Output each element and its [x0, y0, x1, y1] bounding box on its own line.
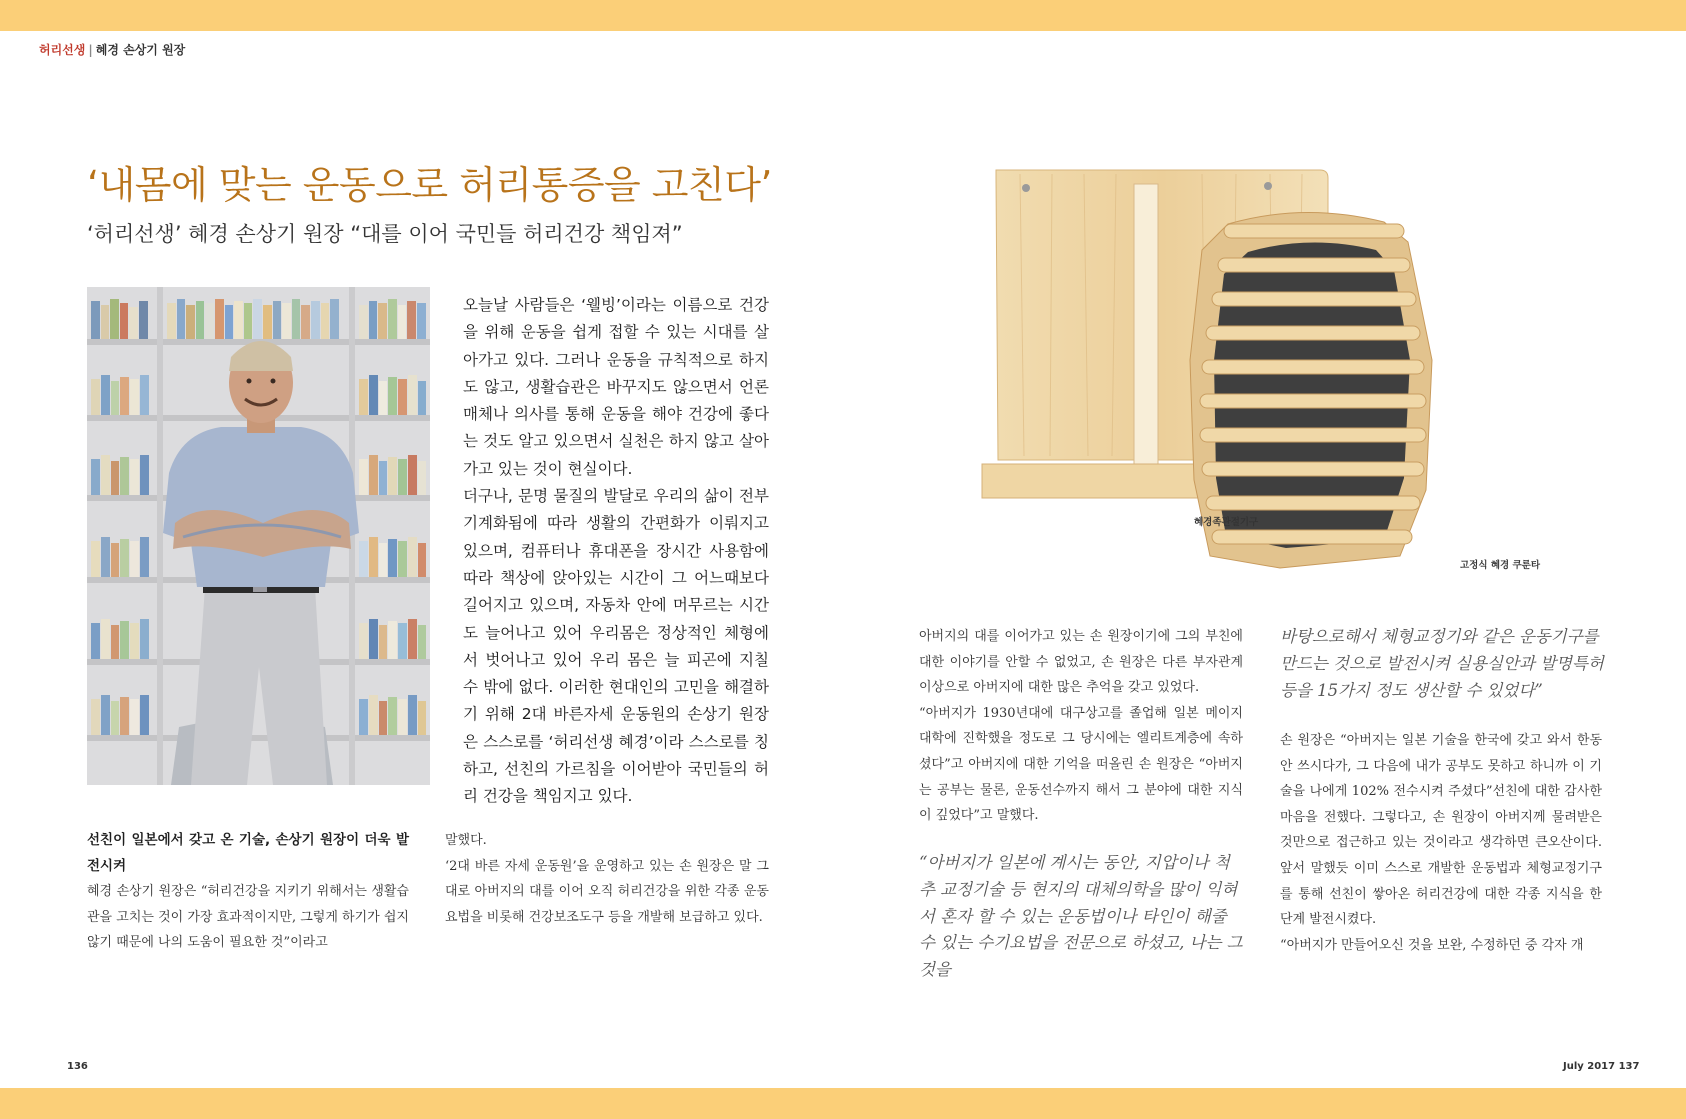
body-paragraph: ‘2대 바른 자세 운동원’을 운영하고 있는 손 원장은 말 그대로 아버지의 대를 이어 오직 허리건강을 위한 각종 운동요법을 비롯해 건강보조도구 등을 개발해 보급하고 있다.: [445, 858, 769, 925]
lead-paragraphs: [463, 292, 769, 811]
product-photo: [980, 160, 1620, 580]
section-label: 허리선생: [39, 43, 86, 57]
body-paragraph: “아버지가 1930년대에 대구상고를 졸업해 일본 메이지 대학에 진학했을 정도로 그 당시에는 엘리트계층에 속하셨다”고 아버지에 대한 기억을 떠올린 손 원장은 “아버지는 공부는 물론, 운동선수까지 해서 그 분야에 대한 지식이 깊었다”고 말했다.: [919, 705, 1243, 824]
page-number-right: July 2017 137: [1563, 1061, 1640, 1072]
bottom-accent-band: [0, 1088, 1686, 1119]
caption-roller: 고정식 혜경 쿠룬타: [1460, 560, 1541, 571]
body-column-3: [919, 624, 1243, 829]
lead-paragraph: 더구나, 문명 물질의 발달로 우리의 삶이 전부 기계화됨에 따라 생활의 간편화가 이뤄지고 있으며, 컴퓨터나 휴대폰을 장시간 사용함에 따라 책상에 앉아있는 시간이 그 어느때보다 길어지고 있으며, 자동차 안에 머무르는 시간도 늘어나고 있어 우리몸은 정상적인 체형에서 벗어나고 있어 우리 몸은 늘 피곤에 지칠 수 밖에 없다. 이러한 현대인의 고민을 해결하기 위해 2대 바른자세 운동원의 손상기 원장은 스스로를 ‘허리선생 혜경’이라 스스로를 칭하고, 선친의 가르침을 이어받아 국민들의 허리 건강을 책임지고 있다.: [463, 487, 769, 806]
body-paragraph: 혜경 손상기 원장은 “허리건강을 지키기 위해서는 생활습관을 고치는 것이 가장 효과적이지만, 그렇게 하기가 쉽지 않기 때문에 나의 도움이 필요한 것”이라고: [87, 884, 409, 951]
body-paragraph: “아버지가 만들어오신 것을 보완, 수정하던 중 각자 개: [1280, 937, 1584, 953]
top-accent-band: [0, 0, 1686, 31]
body-paragraph: 아버지의 대를 이어가고 있는 손 원장이기에 그의 부친에 대한 이야기를 안할 수 없었고, 손 원장은 다른 부자관계 이상으로 아버지에 대한 많은 추억을 갖고 있었다.: [919, 629, 1243, 696]
product-illustration: [980, 160, 1620, 580]
pull-quote-1: [919, 850, 1245, 984]
body-column-1: [87, 828, 409, 956]
body-column-4: [1280, 728, 1602, 958]
body-paragraph: 손 원장은 “아버지는 일본 기술을 한국에 갖고 와서 한동안 쓰시다가, 그 다음에 내가 공부도 못하고 하니까 이 기술을 나에게 102% 전수시켜 주셨다”선친에 대한 감사한 마음을 전했다. 그렇다고, 손 원장이 아버지께 물려받은 것만으로 접근하고 있는 것이라고 생각하면 큰오산이다. 앞서 말했듯 이미 스스로 개발한 운동법과 체형교정기구를 통해 선친이 쌓아온 허리건강에 대한 각종 지식을 한 단계 발전시켰다.: [1280, 733, 1602, 928]
pull-quote-2: [1280, 624, 1604, 704]
lead-paragraph: 오늘날 사람들은 ‘웰빙’이라는 이름으로 건강을 위해 운동을 쉽게 접할 수 있는 시대를 살아가고 있다. 그러나 운동을 규칙적으로 하지도 않고, 생활습관은 바꾸지도 않으면서 언론매체나 의사를 통해 운동을 해야 건강에 좋다는 것도 알고 있으면서 실천은 하지 않고 살아가고 있는 것이 현실이다.: [463, 296, 769, 478]
body-paragraph: 말했다.: [445, 833, 487, 848]
article-subtitle: ‘허리선생’ 혜경 손상기 원장 “대를 이어 국민들 허리건강 책임져”: [87, 222, 683, 246]
running-header: [39, 41, 185, 58]
page-number-left: 136: [67, 1061, 88, 1072]
header-separator: |: [88, 43, 93, 57]
caption-board: 혜경족관절기구: [1194, 517, 1259, 528]
portrait-illustration: [87, 287, 430, 785]
header-subtitle: 혜경 손상기 원장: [95, 43, 186, 57]
article-title: ‘내몸에 맞는 운동으로 허리통증을 고친다’: [87, 163, 773, 207]
portrait-photo: [87, 287, 430, 785]
body-column-2: [445, 828, 769, 930]
quote-text: 바탕으로해서 체형교정기와 같은 운동기구를 만드는 것으로 발전시켜 실용실안과 발명특허 등을 15가지 정도 생산할 수 있었다”: [1280, 627, 1604, 700]
quote-text: “아버지가 일본에 계시는 동안, 지압이나 척추 교정기술 등 현지의 대체의학을 많이 익혀서 혼자 할 수 있는 운동법이나 타인이 해줄 수 있는 수기요법을 전문으로 하셨고, 나는 그것을: [919, 853, 1243, 980]
section-subheading: 선친이 일본에서 갖고 온 기술, 손상기 원장이 더욱 발전시켜: [87, 832, 409, 874]
